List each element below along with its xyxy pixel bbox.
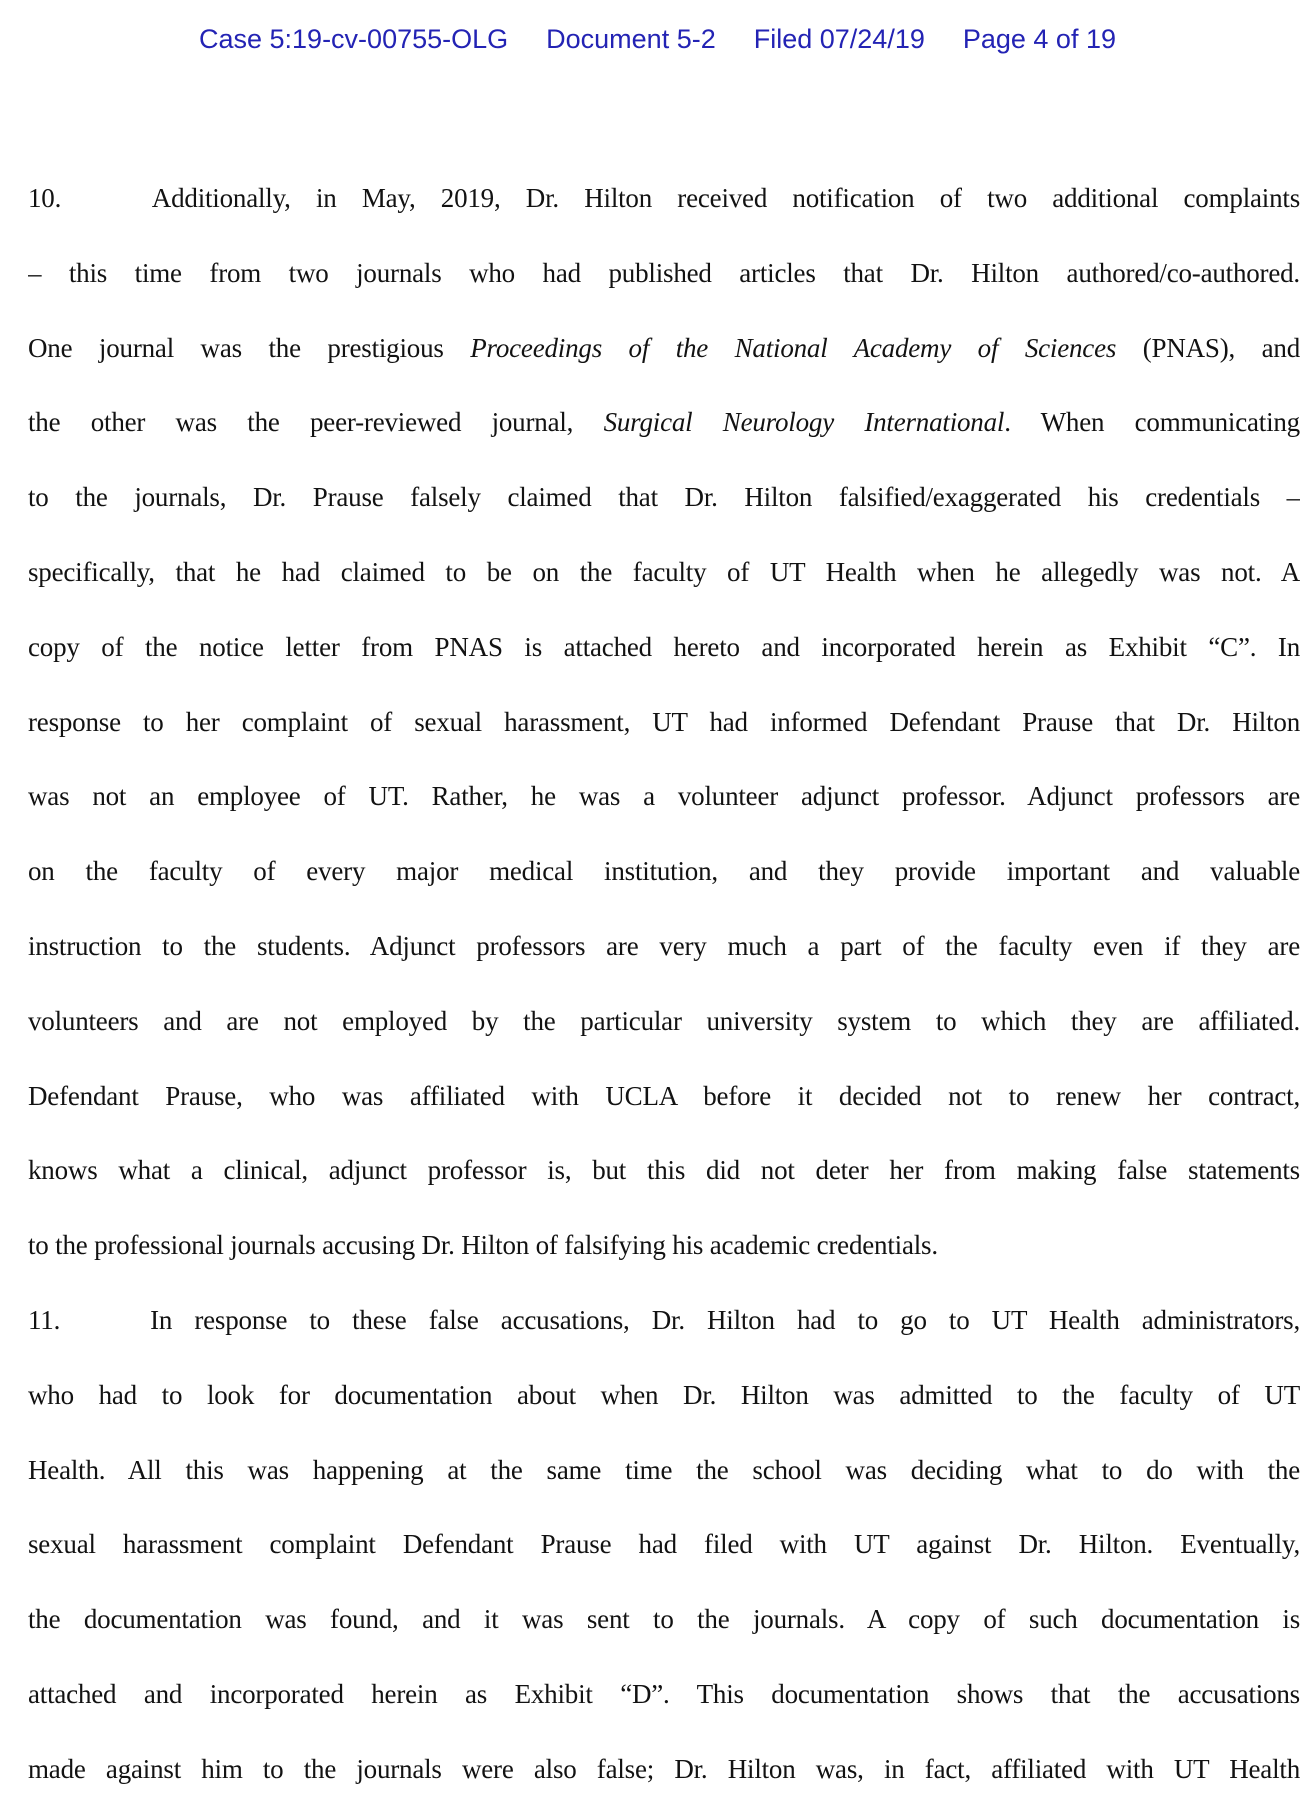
text-line-5 (28, 460, 1300, 535)
text-segment: the other was the peer-reviewed journal, (28, 407, 604, 438)
text-line-12 (28, 984, 1300, 1059)
text-segment: In response to these false accusations, Dr. Hilton had to go to UT Health administrators, (150, 1304, 1300, 1335)
text-line-3 (28, 311, 1300, 386)
text-segment: Health. All this was happening at the same time the school was deciding what to do with the (28, 1454, 1300, 1485)
text-segment: sexual harassment complaint Defendant Prause had filed with UT against Dr. Hilton. Eventually, (28, 1529, 1300, 1560)
case-stamp-header (0, 24, 1315, 55)
text-segment: volunteers and are not employed by the particular university system to which they are affiliated. (28, 1005, 1300, 1036)
text-segment: specifically, that he had claimed to be on the faculty of UT Health when he allegedly was not. A (28, 556, 1300, 587)
text-line-18 (28, 1433, 1300, 1508)
page-indicator: Page 4 of 19 (962, 24, 1116, 54)
paragraph-number: 11. (28, 1304, 61, 1335)
filed-date: Filed 07/24/19 (753, 24, 925, 54)
text-segment: to the journals, Dr. Prause falsely claimed that Dr. Hilton falsified/exaggerated his credentials – (28, 482, 1300, 513)
text-line-2 (28, 236, 1300, 311)
text-line-22 (28, 1732, 1300, 1797)
text-segment: response to her complaint of sexual harassment, UT had informed Defendant Prause that Dr. Hilton (28, 706, 1300, 737)
text-line-1 (28, 161, 1300, 236)
text-line-11 (28, 909, 1300, 984)
document-body (28, 161, 1300, 1797)
text-segment: knows what a clinical, adjunct professor is, but this did not deter her from making false statements (28, 1155, 1300, 1186)
case-number: Case 5:19-cv-00755-OLG (198, 24, 509, 54)
document-number: Document 5-2 (546, 24, 716, 54)
text-segment: on the faculty of every major medical institution, and they provide important and valuable (28, 856, 1300, 887)
text-line-6 (28, 535, 1300, 610)
text-segment: to the professional journals accusing Dr. Hilton of falsifying his academic credentials. (28, 1230, 938, 1261)
text-line-15 (28, 1208, 1300, 1283)
text-segment: copy of the notice letter from PNAS is attached hereto and incorporated herein as Exhibit “C”. In (28, 631, 1300, 662)
paragraph-number: 10. (28, 183, 62, 213)
text-line-20 (28, 1582, 1300, 1657)
text-segment: Defendant Prause, who was affiliated with UCLA before it decided not to renew her contract, (28, 1080, 1300, 1111)
text-line-21 (28, 1657, 1300, 1732)
text-segment: . When communicating (1004, 407, 1300, 438)
text-segment: instruction to the students. Adjunct professors are very much a part of the faculty even if they are (28, 930, 1300, 961)
text-line-10 (28, 834, 1300, 909)
text-line-14 (28, 1133, 1300, 1208)
text-segment: attached and incorporated herein as Exhibit “D”. This documentation shows that the accusations (28, 1678, 1300, 1709)
text-segment: Additionally, in May, 2019, Dr. Hilton received notification of two additional complaints (151, 183, 1300, 213)
text-line-8 (28, 685, 1300, 760)
journal-title-italic: Surgical Neurology International (603, 407, 1005, 438)
text-segment: who had to look for documentation about when Dr. Hilton was admitted to the faculty of UT (28, 1379, 1300, 1410)
text-segment: – this time from two journals who had published articles that Dr. Hilton authored/co-authored. (28, 257, 1300, 288)
text-segment: was not an employee of UT. Rather, he was a volunteer adjunct professor. Adjunct professors are (28, 781, 1300, 812)
text-line-7 (28, 610, 1300, 685)
text-line-16 (28, 1283, 1300, 1358)
text-line-19 (28, 1507, 1300, 1582)
text-segment: One journal was the prestigious (28, 332, 471, 363)
journal-title-italic: Proceedings of the National Academy of Sciences (470, 332, 1117, 363)
text-line-13 (28, 1059, 1300, 1134)
text-segment: (PNAS), and (1116, 332, 1300, 363)
text-segment: made against him to the journals were also false; Dr. Hilton was, in fact, affiliated with UT Health (28, 1753, 1300, 1784)
text-line-9 (28, 759, 1300, 834)
text-line-17 (28, 1358, 1300, 1433)
text-segment: the documentation was found, and it was sent to the journals. A copy of such documentation is (28, 1604, 1300, 1635)
text-line-4 (28, 385, 1300, 460)
